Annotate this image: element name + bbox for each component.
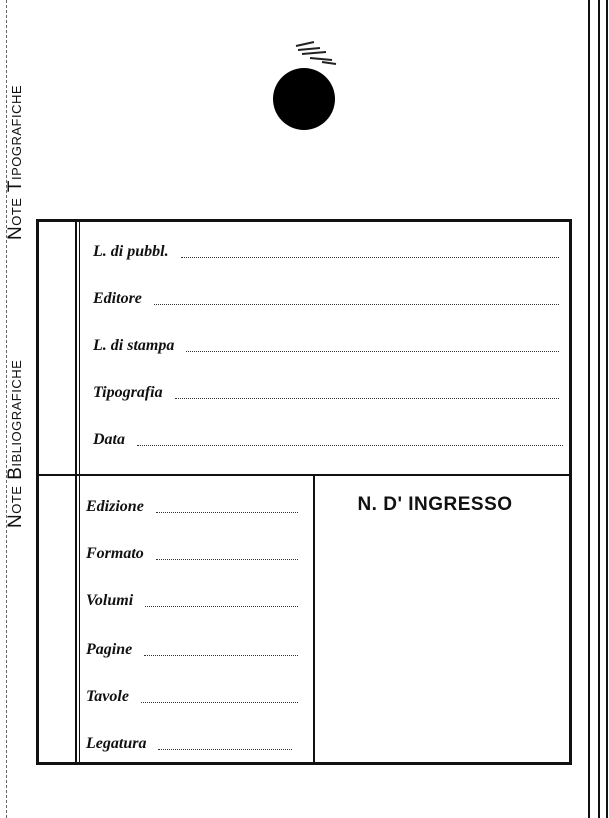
section-title-bibliografiche: Note Bibliografiche: [5, 359, 26, 528]
field-tavole[interactable]: [86, 688, 298, 706]
label-column-rule: [75, 222, 77, 762]
fill-line: [154, 304, 559, 305]
field-label: Data: [93, 431, 125, 448]
field-label: L. di stampa: [93, 337, 175, 354]
field-data[interactable]: [93, 431, 563, 449]
fill-line: [156, 512, 298, 513]
field-label: Tipografia: [93, 384, 163, 401]
ingresso-divider: [313, 474, 315, 762]
field-label: Volumi: [86, 592, 134, 609]
card-right-edge: [588, 0, 590, 818]
fill-line: [156, 559, 298, 560]
pencil-scribble: [292, 38, 340, 68]
fill-line: [144, 655, 298, 656]
field-label: Tavole: [86, 688, 129, 705]
field-pagine[interactable]: [86, 641, 298, 659]
field-formato[interactable]: [86, 545, 298, 563]
punch-hole: [273, 68, 335, 130]
field-edizione[interactable]: [86, 498, 298, 516]
ingresso-number-label: N. D' INGRESSO: [357, 494, 513, 515]
fill-line: [158, 749, 292, 750]
field-label: Pagine: [86, 641, 133, 658]
field-volumi[interactable]: [86, 592, 298, 610]
fill-line: [145, 606, 298, 607]
fill-line: [186, 351, 559, 352]
field-luogo-stampa[interactable]: [93, 337, 559, 355]
field-label: Formato: [86, 545, 144, 562]
field-editore[interactable]: [93, 290, 559, 308]
fill-line: [175, 398, 559, 399]
field-label: L. di pubbl.: [93, 243, 169, 260]
fill-line: [137, 445, 563, 446]
fill-line: [181, 257, 559, 258]
field-label: Legatura: [86, 735, 147, 752]
section-divider: [39, 474, 569, 476]
field-label: Edizione: [86, 498, 144, 515]
field-luogo-pubblicazione[interactable]: [93, 243, 559, 261]
label-column-rule: [79, 222, 80, 762]
field-tipografia[interactable]: [93, 384, 559, 402]
section-title-tipografiche: Note Tipografiche: [5, 84, 26, 240]
card-right-edge: [606, 0, 608, 818]
field-legatura[interactable]: [86, 735, 292, 753]
card-right-edge: [598, 0, 600, 818]
fill-line: [141, 702, 298, 703]
field-label: Editore: [93, 290, 142, 307]
